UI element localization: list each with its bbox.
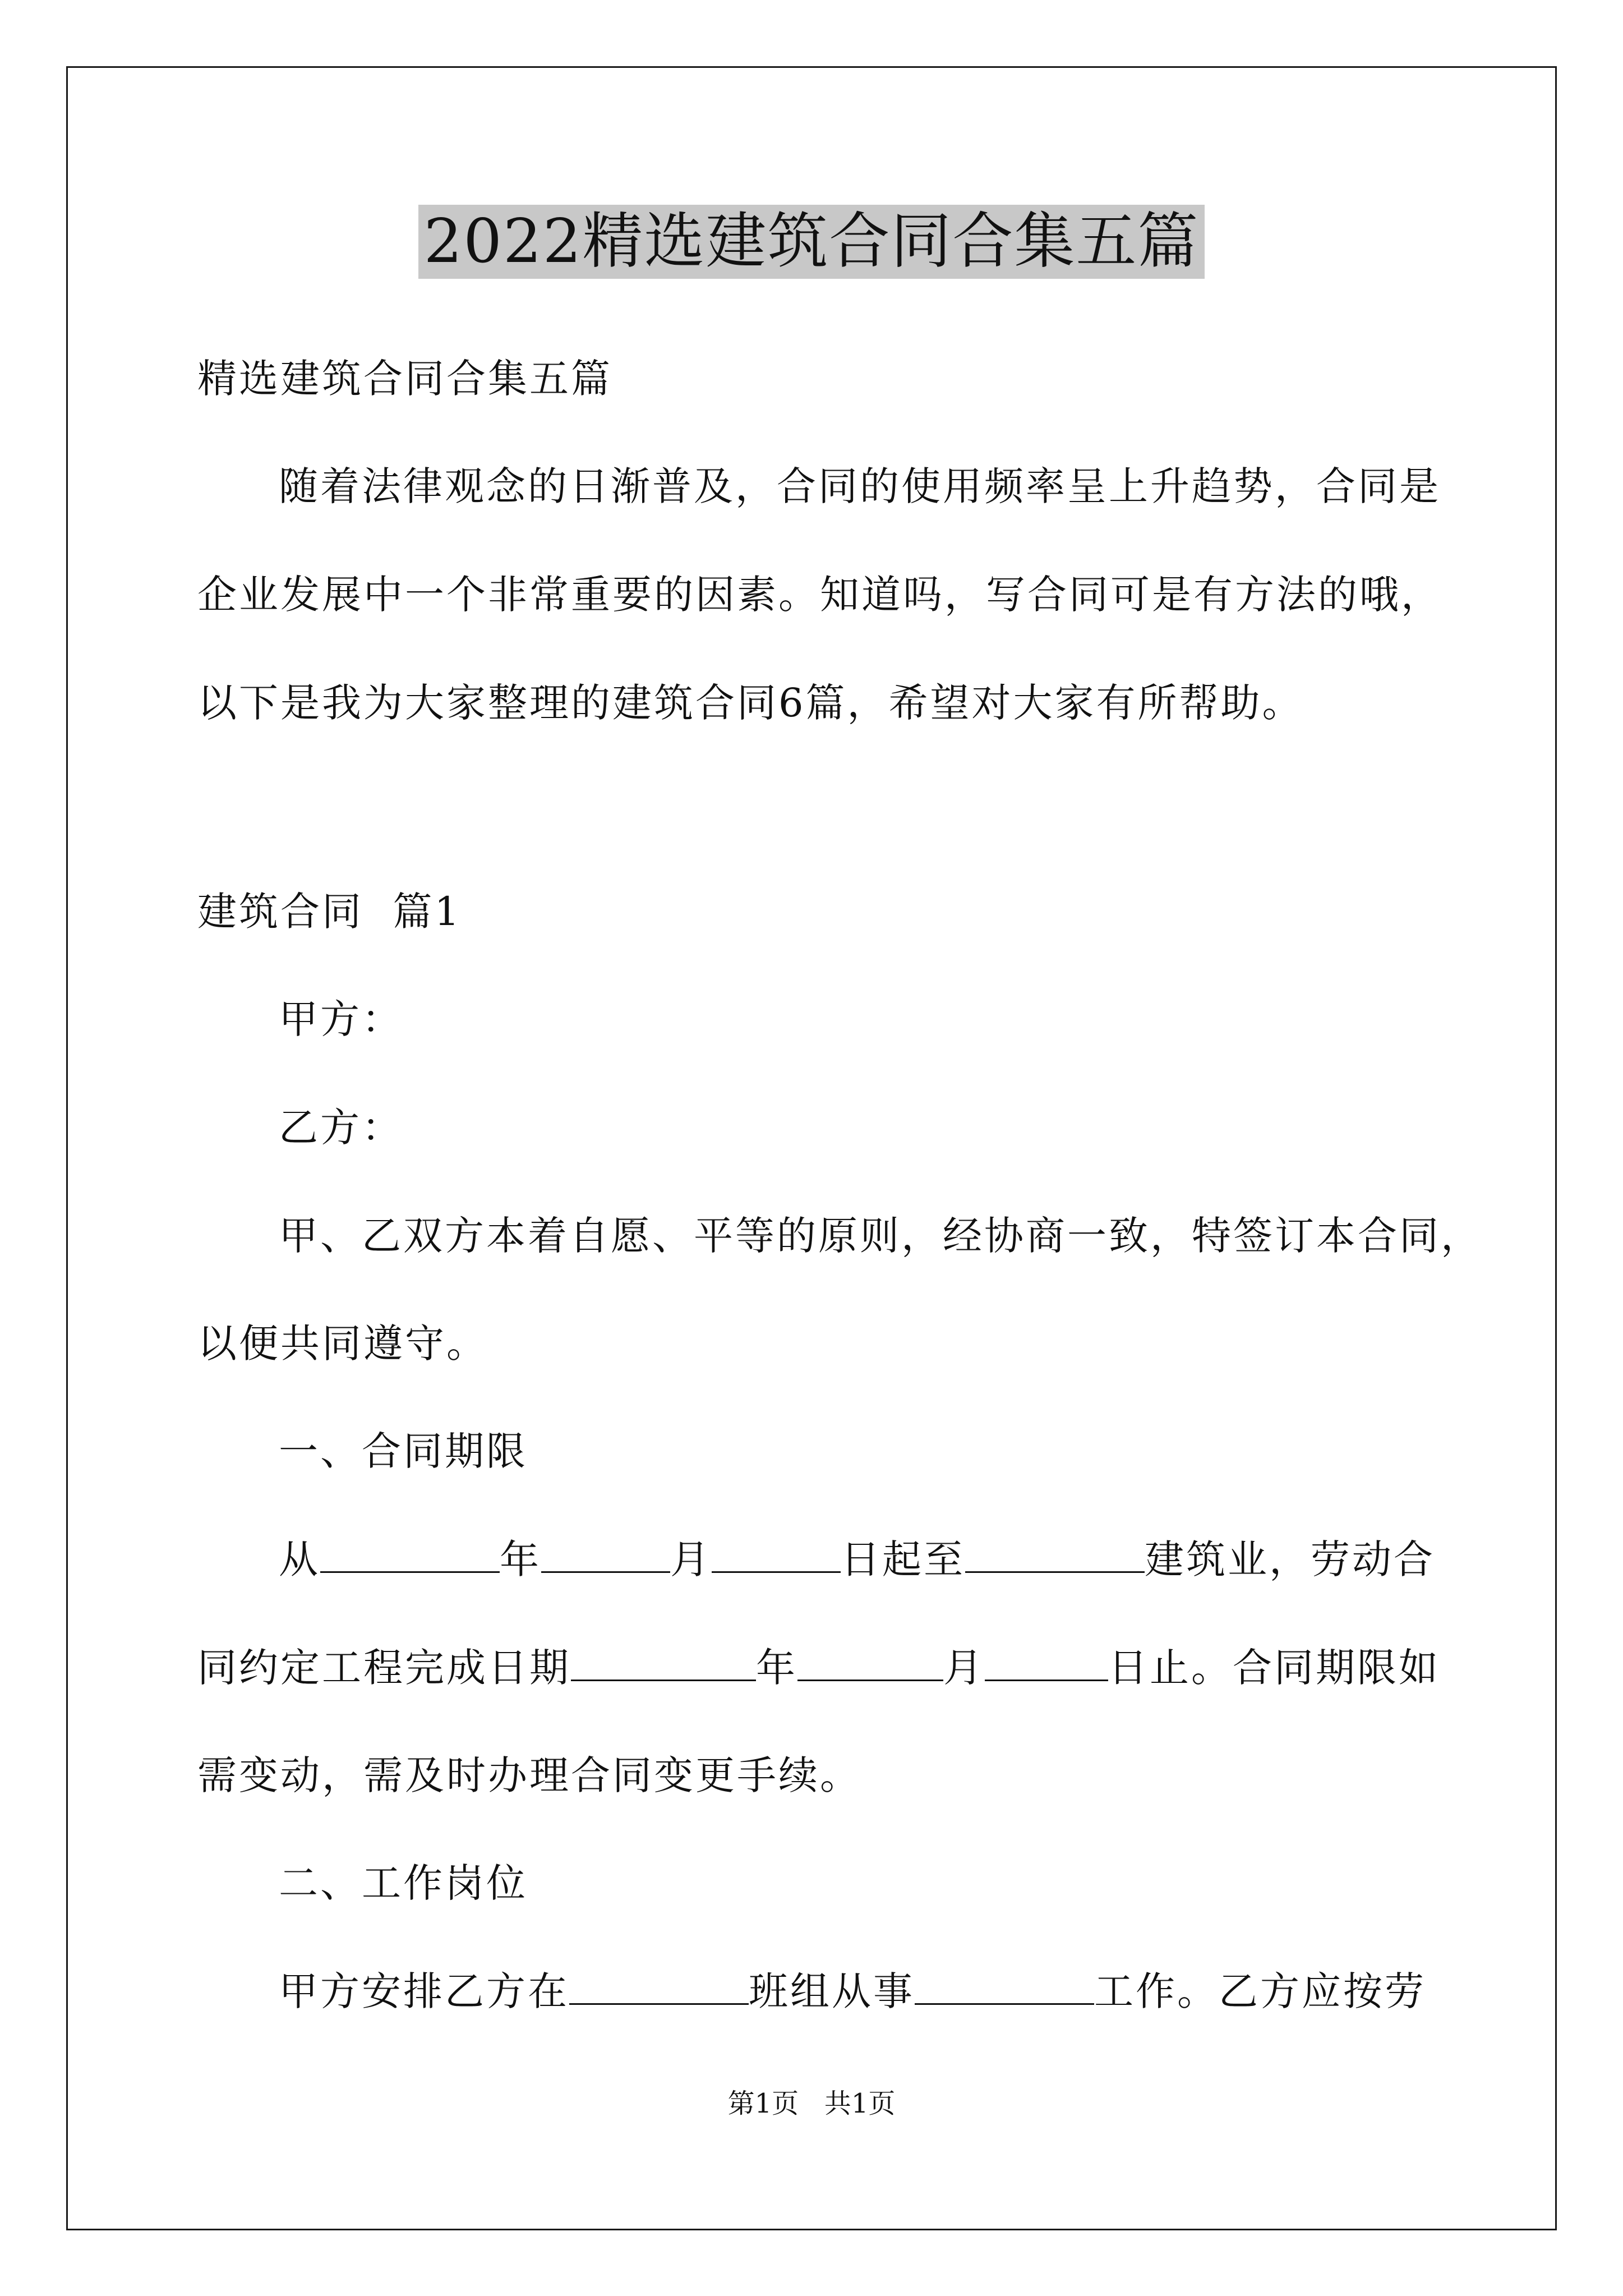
clause-1-text: 月 bbox=[670, 1536, 712, 1582]
fill-blank-team bbox=[569, 1970, 749, 2005]
title-wrapper bbox=[0, 205, 1623, 279]
clause-1-text: 年 bbox=[500, 1536, 541, 1582]
fill-blank-start-year bbox=[320, 1538, 500, 1573]
fill-blank-project bbox=[965, 1538, 1145, 1573]
clause-1-line-2 bbox=[197, 1642, 1440, 1693]
clause-1-text: 月 bbox=[943, 1645, 985, 1691]
clause-1-text: 同约定工程完成日期 bbox=[197, 1645, 571, 1691]
clause-1-heading: 一、合同期限 bbox=[279, 1428, 528, 1474]
fill-blank-end-month bbox=[797, 1646, 943, 1681]
clause-1-text: 建筑业，劳动合 bbox=[1145, 1536, 1435, 1582]
clause-1-line-1 bbox=[279, 1534, 1435, 1585]
clause-2-text: 甲方安排乙方在 bbox=[279, 1968, 569, 2014]
subtitle: 精选建筑合同合集五篇 bbox=[197, 356, 612, 402]
intro-line-2: 企业发展中一个非常重要的因素。知道吗，写合同可是有方法的哦， bbox=[197, 572, 1442, 618]
intro-line-3: 以下是我为大家整理的建筑合同6篇，希望对大家有所帮助。 bbox=[197, 680, 1304, 726]
clause-1-text: 日止。合同期限如 bbox=[1108, 1645, 1440, 1691]
clause-2-text: 工作。乙方应按劳 bbox=[1094, 1968, 1426, 2014]
clause-1-line-3: 需变动，需及时办理合同变更手续。 bbox=[197, 1752, 861, 1798]
clause-2-text: 班组从事 bbox=[749, 1968, 915, 2014]
section-heading: 建筑合同 篇1 bbox=[197, 889, 462, 935]
preamble-line-2: 以便共同遵守。 bbox=[197, 1320, 488, 1366]
intro-line-1: 随着法律观念的日渐普及，合同的使用频率呈上升趋势，合同是 bbox=[279, 463, 1441, 509]
fill-blank-job bbox=[915, 1970, 1094, 2005]
fill-blank-start-month bbox=[541, 1538, 670, 1573]
document-title: 2022精选建筑合同合集五篇 bbox=[418, 205, 1205, 279]
fill-blank-end-year bbox=[571, 1646, 756, 1681]
clause-2-line-1 bbox=[279, 1966, 1426, 2017]
clause-1-text: 年 bbox=[756, 1645, 797, 1691]
preamble-line-1: 甲、乙双方本着自愿、平等的原则，经协商一致，特签订本合同， bbox=[279, 1213, 1482, 1259]
clause-1-text: 从 bbox=[279, 1536, 320, 1582]
page-footer: 第1页 共1页 bbox=[727, 2088, 896, 2119]
party-b-label: 乙方： bbox=[279, 1105, 403, 1151]
party-a-label: 甲方： bbox=[279, 996, 403, 1042]
fill-blank-end-day bbox=[985, 1646, 1108, 1681]
clause-2-heading: 二、工作岗位 bbox=[279, 1860, 528, 1906]
clause-1-text: 日起至 bbox=[841, 1536, 965, 1582]
fill-blank-start-day bbox=[712, 1538, 841, 1573]
